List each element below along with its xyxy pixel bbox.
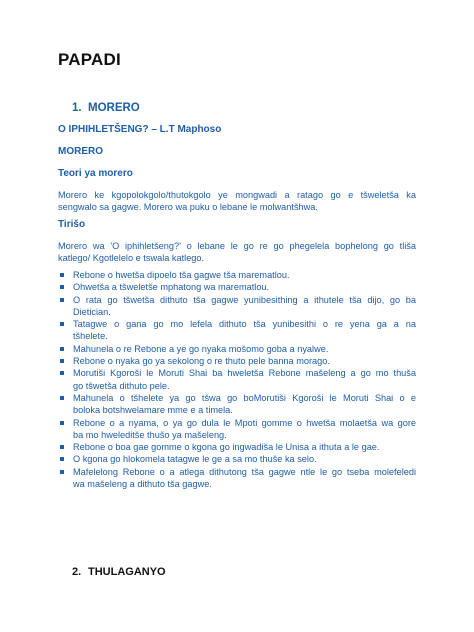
section-label: MORERO	[88, 102, 140, 114]
bullet-icon	[60, 285, 64, 289]
bullet-icon	[60, 470, 64, 474]
bullet-icon	[60, 273, 64, 277]
list-item: Rebone o nyaka go ya sekolong o re thuto pele banna morago.	[58, 355, 416, 367]
section-number: 1.	[72, 102, 82, 114]
section-heading-thulaganyo	[72, 566, 166, 578]
bullet-icon	[60, 347, 64, 351]
list-item: O kgona go hlokomela tatagwe le ge a sa mo thuše ka selo.	[58, 453, 416, 465]
bullet-icon	[60, 445, 64, 449]
book-subtitle: O IPHIHLETŠENG? – L.T Maphoso	[58, 124, 222, 135]
list-item: Rebone o hwetša dipoelo tša gagwe tša marematlou.	[58, 269, 416, 281]
paragraph-line: sengwalo sa gagwe. Morero wa puku o lebane le molwantšhwa.	[58, 202, 318, 213]
teori-paragraph	[58, 189, 416, 214]
list-item: O rata go tšwetša dithuto tša gagwe yunibesithing a ithutele tša dijo, go ba Dietician.	[58, 294, 416, 319]
bullet-icon	[60, 359, 64, 363]
section-heading-morero	[72, 102, 140, 114]
list-item: Rebone o a nyama, o ya go dula le Mpoti gomme o hwetša molaetša wa gore ba mo hweleditše thušo ya mašeleng.	[58, 417, 416, 442]
list-item: Ohwetša a tšweletše mphatong wa marematlou.	[58, 281, 416, 293]
bullet-icon	[60, 322, 64, 326]
summary-bullet-list	[58, 269, 416, 490]
bullet-icon	[60, 371, 64, 375]
morero-heading: MORERO	[58, 146, 103, 157]
bullet-icon	[60, 457, 64, 461]
list-item: Mafelelong Rebone o a atlega dithutong tša gagwe ntle le go tseba molefeledi wa mašeleng a dithuto tša gagwe.	[58, 466, 416, 491]
section-number: 2.	[72, 566, 82, 578]
list-item: Morutiši Kgoroši le Moruti Shai ba hweletša Rebone mašeleng a go mo thuša go tšwetša dithuto pele.	[58, 367, 416, 392]
teori-heading: Teori ya morero	[58, 168, 133, 179]
bullet-icon	[60, 396, 64, 400]
paragraph-line: Morero wa 'O iphihletšeng?' o lebane le go re go phegelela bophelong go tliša	[58, 241, 416, 251]
document-title: PAPADI	[58, 50, 121, 69]
bullet-icon	[60, 421, 64, 425]
list-item: Tatagwe o gana go mo lefela dithuto tša yunibesithi o re yena ga a na tšhelete.	[58, 318, 416, 343]
list-item: Mahunela o tšhelete ya go tšwa go boMorutiši Kgoroši le Moruti Shai o e boloka botshwelamare mme e a timela.	[58, 392, 416, 417]
tiriso-heading: Tirišo	[58, 219, 86, 230]
tiriso-paragraph	[58, 240, 416, 265]
paragraph-line: katlego/ Kgotlelelo e tswala katlego.	[58, 253, 205, 264]
section-label: THULAGANYO	[88, 566, 166, 578]
bullet-icon	[60, 298, 64, 302]
list-item: Mahunela o re Rebone a ye go nyaka mošomo goba a nyalwe.	[58, 343, 416, 355]
paragraph-line: Morero ke kgopolokgolo/thutokgolo ye mongwadi a ratago go e tšweletša ka	[58, 190, 416, 200]
list-item: Rebone o boa gae gomme o kgona go ingwadiša le Unisa a ithuta a le gae.	[58, 441, 416, 453]
